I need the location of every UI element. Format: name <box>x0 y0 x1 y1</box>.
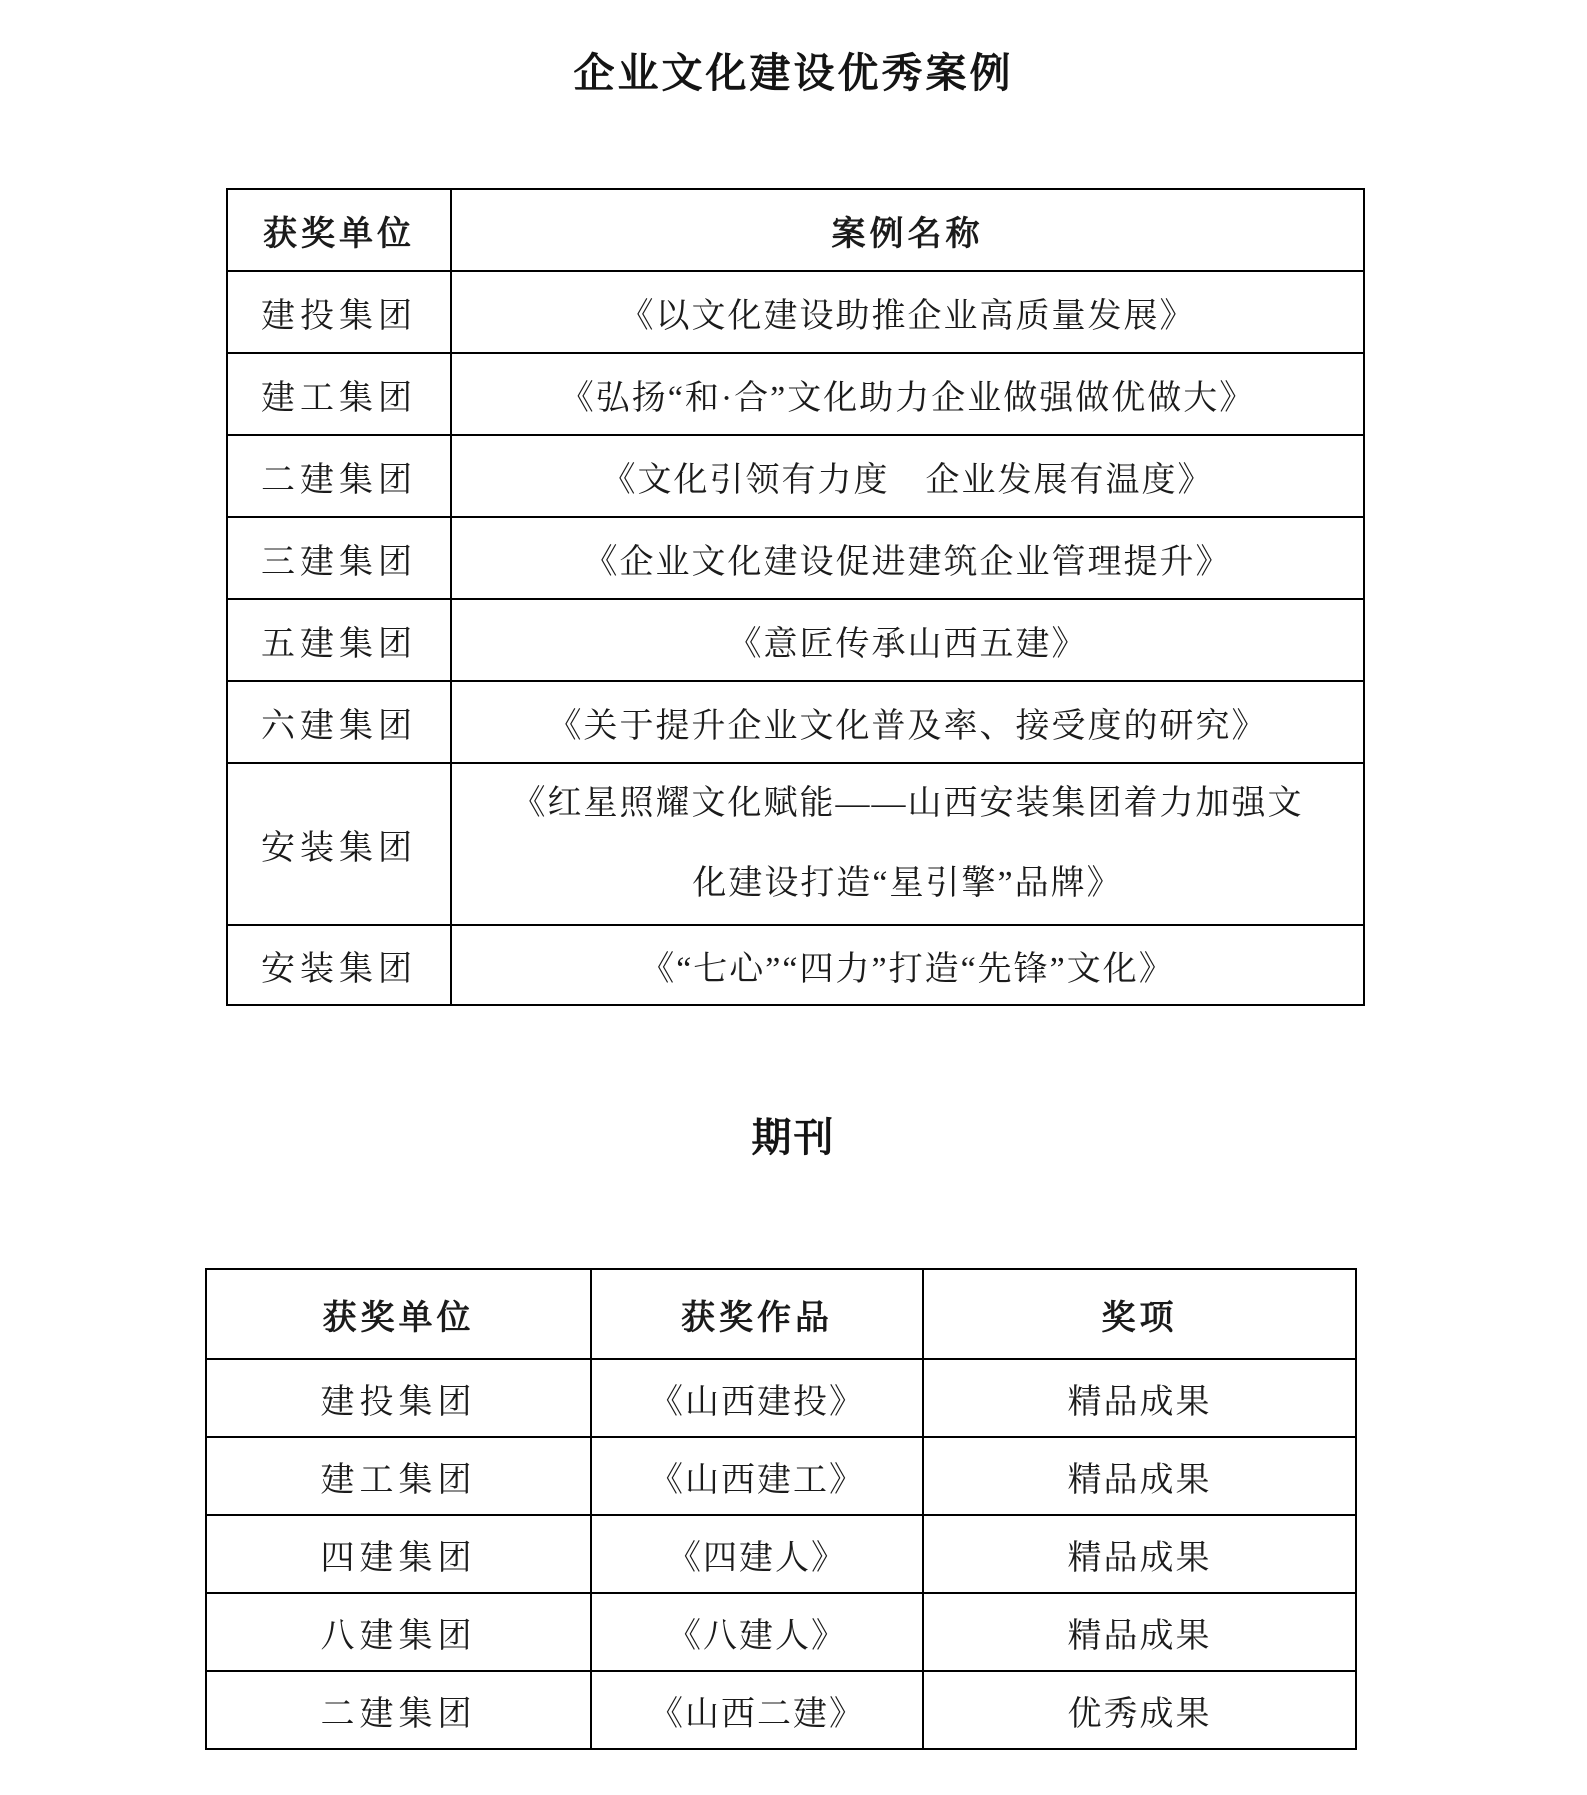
table-row <box>227 599 1364 681</box>
page-title: 企业文化建设优秀案例 <box>573 50 1014 96</box>
unit-cell: 安装集团 <box>227 925 451 1005</box>
case-cell: 《弘扬“和·合”文化助力企业做强做优做大》 <box>451 353 1364 435</box>
case-cell: 《“七心”“四力”打造“先锋”文化》 <box>451 925 1364 1005</box>
case-cell: 《以文化建设助推企业高质量发展》 <box>451 271 1364 353</box>
work-cell: 《四建人》 <box>591 1515 923 1593</box>
table-row <box>206 1437 1356 1515</box>
unit-cell: 三建集团 <box>227 517 451 599</box>
section-title-journal: 期刊 <box>751 1116 836 1160</box>
work-cell: 《八建人》 <box>591 1593 923 1671</box>
header-cell-work: 获奖作品 <box>591 1269 923 1359</box>
table-row <box>227 681 1364 763</box>
case-cell: 《关于提升企业文化普及率、接受度的研究》 <box>451 681 1364 763</box>
table-row <box>206 1515 1356 1593</box>
work-cell: 《山西建工》 <box>591 1437 923 1515</box>
table-row <box>227 763 1364 925</box>
award-cell: 精品成果 <box>923 1437 1356 1515</box>
unit-cell: 二建集团 <box>206 1671 591 1749</box>
unit-cell: 六建集团 <box>227 681 451 763</box>
award-cell: 优秀成果 <box>923 1671 1356 1749</box>
table-header-row <box>227 189 1364 271</box>
case-cell: 《红星照耀文化赋能——山西安装集团着力加强文化建设打造“星引擎”品牌》 <box>451 763 1364 925</box>
unit-cell: 建工集团 <box>206 1437 591 1515</box>
header-cell-unit: 获奖单位 <box>206 1269 591 1359</box>
case-cell: 《意匠传承山西五建》 <box>451 599 1364 681</box>
unit-cell: 八建集团 <box>206 1593 591 1671</box>
unit-cell: 二建集团 <box>227 435 451 517</box>
table-row <box>227 435 1364 517</box>
case-cell: 《企业文化建设促进建筑企业管理提升》 <box>451 517 1364 599</box>
table-row <box>206 1671 1356 1749</box>
work-cell: 《山西二建》 <box>591 1671 923 1749</box>
unit-cell: 建投集团 <box>227 271 451 353</box>
table-row <box>206 1359 1356 1437</box>
header-cell-unit: 获奖单位 <box>227 189 451 271</box>
award-cell: 精品成果 <box>923 1593 1356 1671</box>
table-row <box>227 517 1364 599</box>
table-row <box>206 1593 1356 1671</box>
unit-cell: 安装集团 <box>227 763 451 925</box>
journals-table <box>205 1268 1357 1750</box>
table-row <box>227 271 1364 353</box>
award-cell: 精品成果 <box>923 1359 1356 1437</box>
header-cell-award: 奖项 <box>923 1269 1356 1359</box>
award-cell: 精品成果 <box>923 1515 1356 1593</box>
unit-cell: 五建集团 <box>227 599 451 681</box>
unit-cell: 四建集团 <box>206 1515 591 1593</box>
case-cell: 《文化引领有力度 企业发展有温度》 <box>451 435 1364 517</box>
header-cell-case: 案例名称 <box>451 189 1364 271</box>
table-row <box>227 925 1364 1005</box>
work-cell: 《山西建投》 <box>591 1359 923 1437</box>
unit-cell: 建投集团 <box>206 1359 591 1437</box>
table-header-row <box>206 1269 1356 1359</box>
unit-cell: 建工集团 <box>227 353 451 435</box>
table-row <box>227 353 1364 435</box>
cases-table <box>226 188 1365 1006</box>
